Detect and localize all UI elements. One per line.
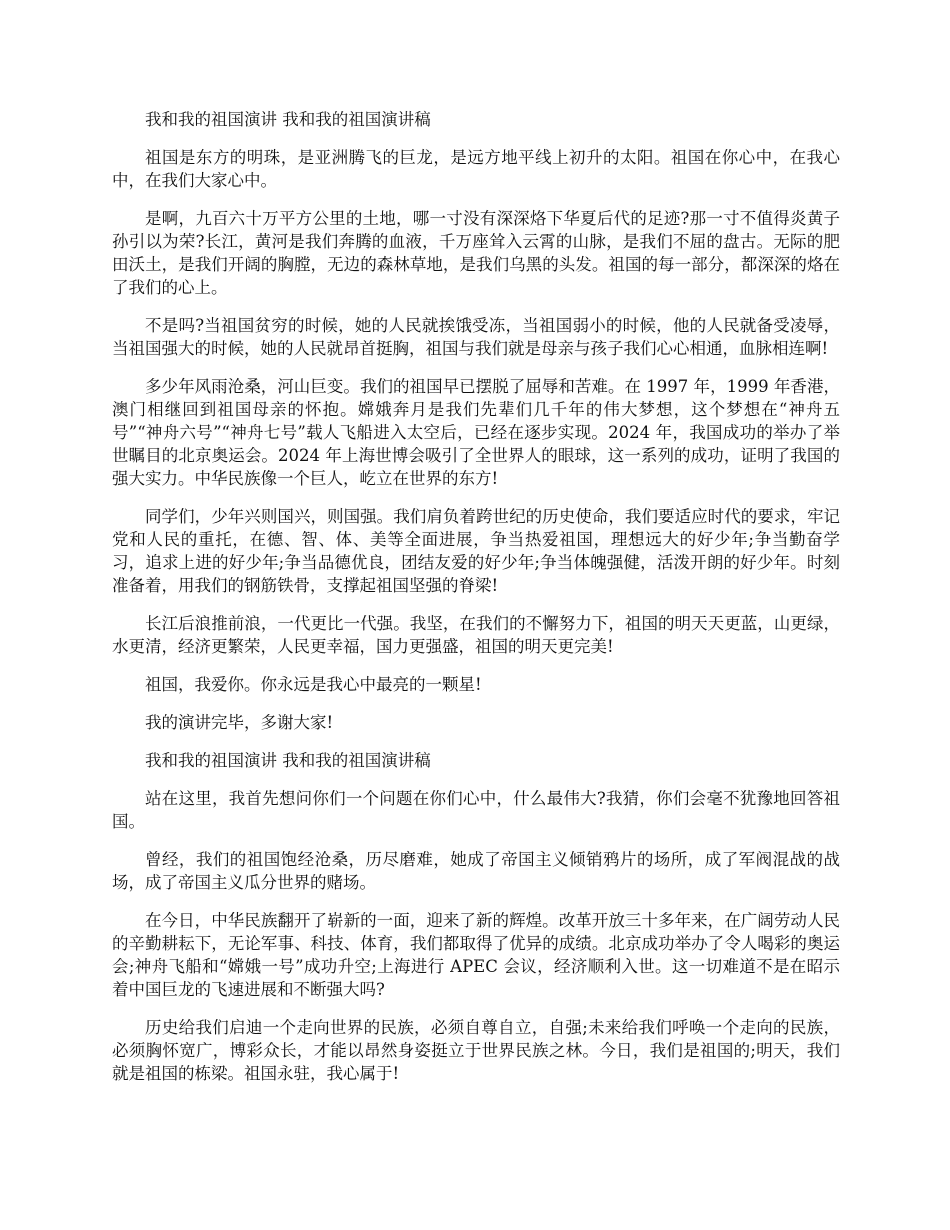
paragraph: 站在这里，我首先想问你们一个问题在你们心中，什么最伟大?我猜，你们会毫不犹豫地回答祖国。 xyxy=(112,789,840,831)
speech-title: 我和我的祖国演讲 我和我的祖国演讲稿 xyxy=(145,751,431,770)
paragraph: 不是吗?当祖国贫穷的时候，她的人民就挨饿受冻，当祖国弱小的时候，他的人民就备受凌辱，当祖国强大的时候，她的人民就昂首挺胸，祖国与我们就是母亲与孩子我们心心相通，血脉相连啊! xyxy=(112,316,840,358)
paragraph: 祖国，我爱你。你永远是我心中最亮的一颗星! xyxy=(145,675,482,694)
paragraph: 多少年风雨沧桑，河山巨变。我们的祖国早已摆脱了屈辱和苦难。在 1997 年，1999 年香港，澳门相继回到祖国母亲的怀抱。嫦娥奔月是我们先辈们几千年的伟大梦想，这个梦想在“神舟五号”“神舟六号”“神舟七号”载人飞船进入太空后，已经在逐步实现。2024 年，我国成功的举办了举世瞩目的北京奥运会。2024 年上海世博会吸引了全世界人的眼球，这一系列的成功，证明了我国的强大实力。中华民族像一个巨人，屹立在世界的东方! xyxy=(112,377,840,488)
paragraph: 我的演讲完毕，多谢大家! xyxy=(145,713,334,732)
paragraph: 是啊，九百六十万平方公里的土地，哪一寸没有深深烙下华夏后代的足迹?那一寸不值得炎黄子孙引以为荣?长江，黄河是我们奔腾的血液，千万座耸入云霄的山脉，是我们不屈的盘古。无际的肥田沃土，是我们开阔的胸膛，无边的森林草地，是我们乌黑的头发。祖国的每一部分，都深深的烙在了我们的心上。 xyxy=(112,209,840,297)
paragraph: 祖国是东方的明珠，是亚洲腾飞的巨龙，是远方地平线上初升的太阳。祖国在你心中，在我心中，在我们大家心中。 xyxy=(112,148,840,190)
paragraph: 在今日，中华民族翻开了崭新的一面，迎来了新的辉煌。改革开放三十多年来，在广阔劳动人民的辛勤耕耘下，无论军事、科技、体育，我们都取得了优异的成绩。北京成功举办了令人喝彩的奥运会;神舟飞船和“嫦娥一号”成功升空;上海进行 APEC 会议，经济顺利入世。这一切难道不是在昭示着中国巨龙的飞速进展和不断强大吗? xyxy=(112,911,840,999)
paragraph: 同学们，少年兴则国兴，则国强。我们肩负着跨世纪的历史使命，我们要适应时代的要求，牢记党和人民的重托，在德、智、体、美等全面进展，争当热爱祖国，理想远大的好少年;争当勤奋学习，追求上进的好少年;争当品德优良，团结友爱的好少年;争当体魄强健，活泼开朗的好少年。时刻准备着，用我们的钢筋铁骨，支撑起祖国坚强的脊梁! xyxy=(112,507,840,595)
paragraph: 长江后浪推前浪，一代更比一代强。我坚，在我们的不懈努力下，祖国的明天天更蓝，山更绿，水更清，经济更繁荣，人民更幸福，国力更强盛，祖国的明天更完美! xyxy=(112,614,840,656)
paragraph: 曾经，我们的祖国饱经沧桑，历尽磨难，她成了帝国主义倾销鸦片的场所，成了军阀混战的战场，成了帝国主义瓜分世界的赌场。 xyxy=(112,850,840,892)
speech-title: 我和我的祖国演讲 我和我的祖国演讲稿 xyxy=(145,110,431,129)
document-page xyxy=(112,108,840,1100)
paragraph: 历史给我们启迪一个走向世界的民族，必须自尊自立，自强;未来给我们呼唤一个走向的民族，必须胸怀宽广，博彩众长，才能以昂然身姿挺立于世界民族之林。今日，我们是祖国的;明天，我们就是祖国的栋梁。祖国永驻，我心属于! xyxy=(112,1018,840,1083)
